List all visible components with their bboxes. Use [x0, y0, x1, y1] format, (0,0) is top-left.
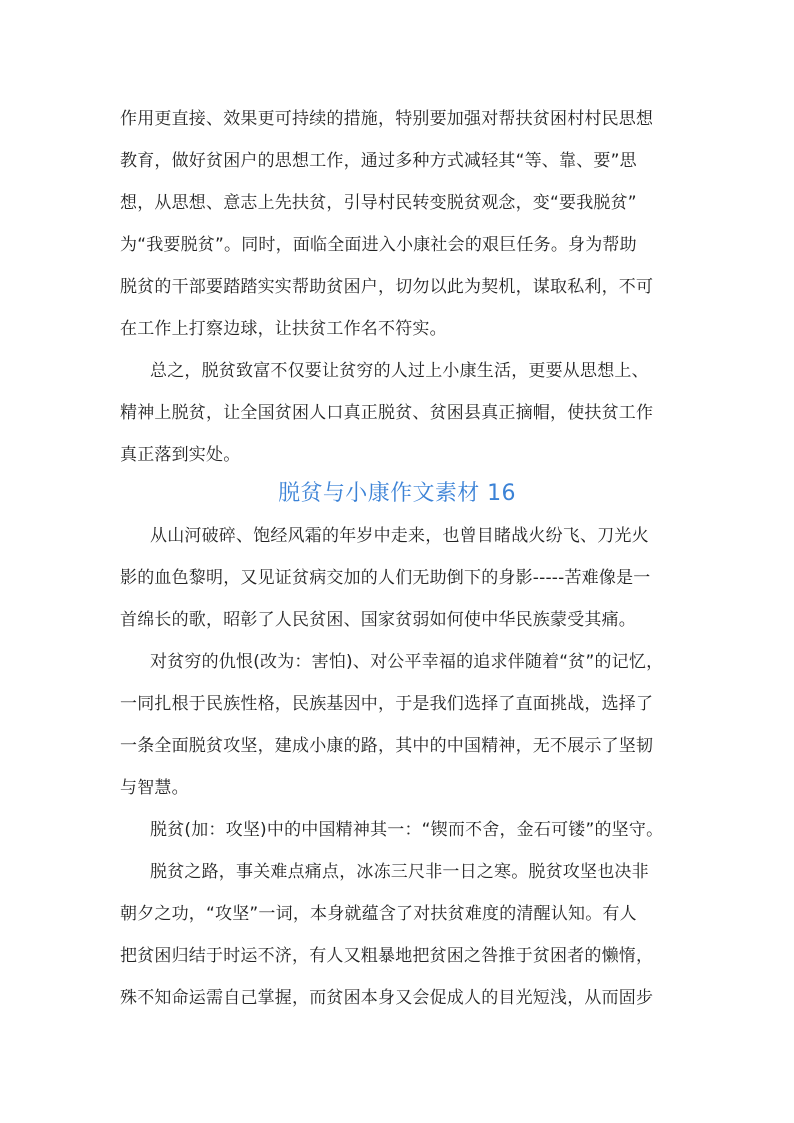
paragraph-line: 作用更直接、效果更可持续的措施，特别要加强对帮扶贫困村村民思想 [120, 109, 654, 129]
paragraph-line: 与智慧。 [120, 778, 189, 798]
paragraph-line: 一同扎根于民族性格，民族基因中，于是我们选择了直面挑战，选择了 [120, 694, 654, 714]
paragraph-line: 在工作上打察边球，让扶贫工作名不符实。 [120, 319, 447, 339]
paragraph-line: 从山河破碎、饱经风霜的年岁中走来，也曾目睹战火纷飞、刀光火 [150, 526, 649, 546]
paragraph-line: 想，从思想、意志上先扶贫，引导村民转变脱贫观念，变“要我脱贫” [120, 193, 637, 213]
paragraph-line: 脱贫之路，事关难点痛点，冰冻三尺非一日之寒。脱贫攻坚也决非 [150, 862, 649, 882]
section-title: 脱贫与小康作文素材 16 [278, 481, 516, 506]
paragraph-line: 总之，脱贫致富不仅要让贫穷的人过上小康生活，更要从思想上、 [150, 361, 649, 381]
paragraph-line: 为“我要脱贫”。同时，面临全面进入小康社会的艰巨任务。身为帮助 [120, 235, 637, 255]
paragraph-line: 影的血色黎明，又见证贫病交加的人们无助倒下的身影-----苦难像是一 [120, 568, 651, 588]
paragraph-line: 把贫困归结于时运不济，有人又粗暴地把贫困之咎推于贫困者的懒惰， [120, 946, 654, 966]
paragraph-line: 脱贫的干部要踏踏实实帮助贫困户，切勿以此为契机，谋取私利，不可 [120, 277, 654, 297]
paragraph-line: 殊不知命运需自己掌握，而贫困本身又会促成人的目光短浅，从而固步 [120, 988, 654, 1008]
paragraph-line: 脱贫(加：攻坚)中的中国精神其一：“锲而不舍，金石可镂”的坚守。 [150, 820, 664, 840]
paragraph-line: 首绵长的歌，昭彰了人民贫困、国家贫弱如何使中华民族蒙受其痛。 [120, 610, 636, 630]
paragraph-line: 对贫穷的仇恨(改为：害怕)、对公平幸福的追求伴随着“贫”的记忆， [150, 652, 664, 672]
paragraph-line: 真正落到实处。 [120, 445, 241, 465]
paragraph-line: 一条全面脱贫攻坚，建成小康的路，其中的中国精神，无不展示了坚韧 [120, 736, 654, 756]
paragraph-line: 精神上脱贫，让全国贫困人口真正脱贫、贫困县真正摘帽，使扶贫工作 [120, 403, 654, 423]
paragraph-line: 教育，做好贫困户的思想工作，通过多种方式减轻其“等、靠、要”思 [120, 151, 637, 171]
paragraph-line: 朝夕之功，“攻坚”一词，本身就蕴含了对扶贫难度的清醒认知。有人 [120, 904, 637, 924]
